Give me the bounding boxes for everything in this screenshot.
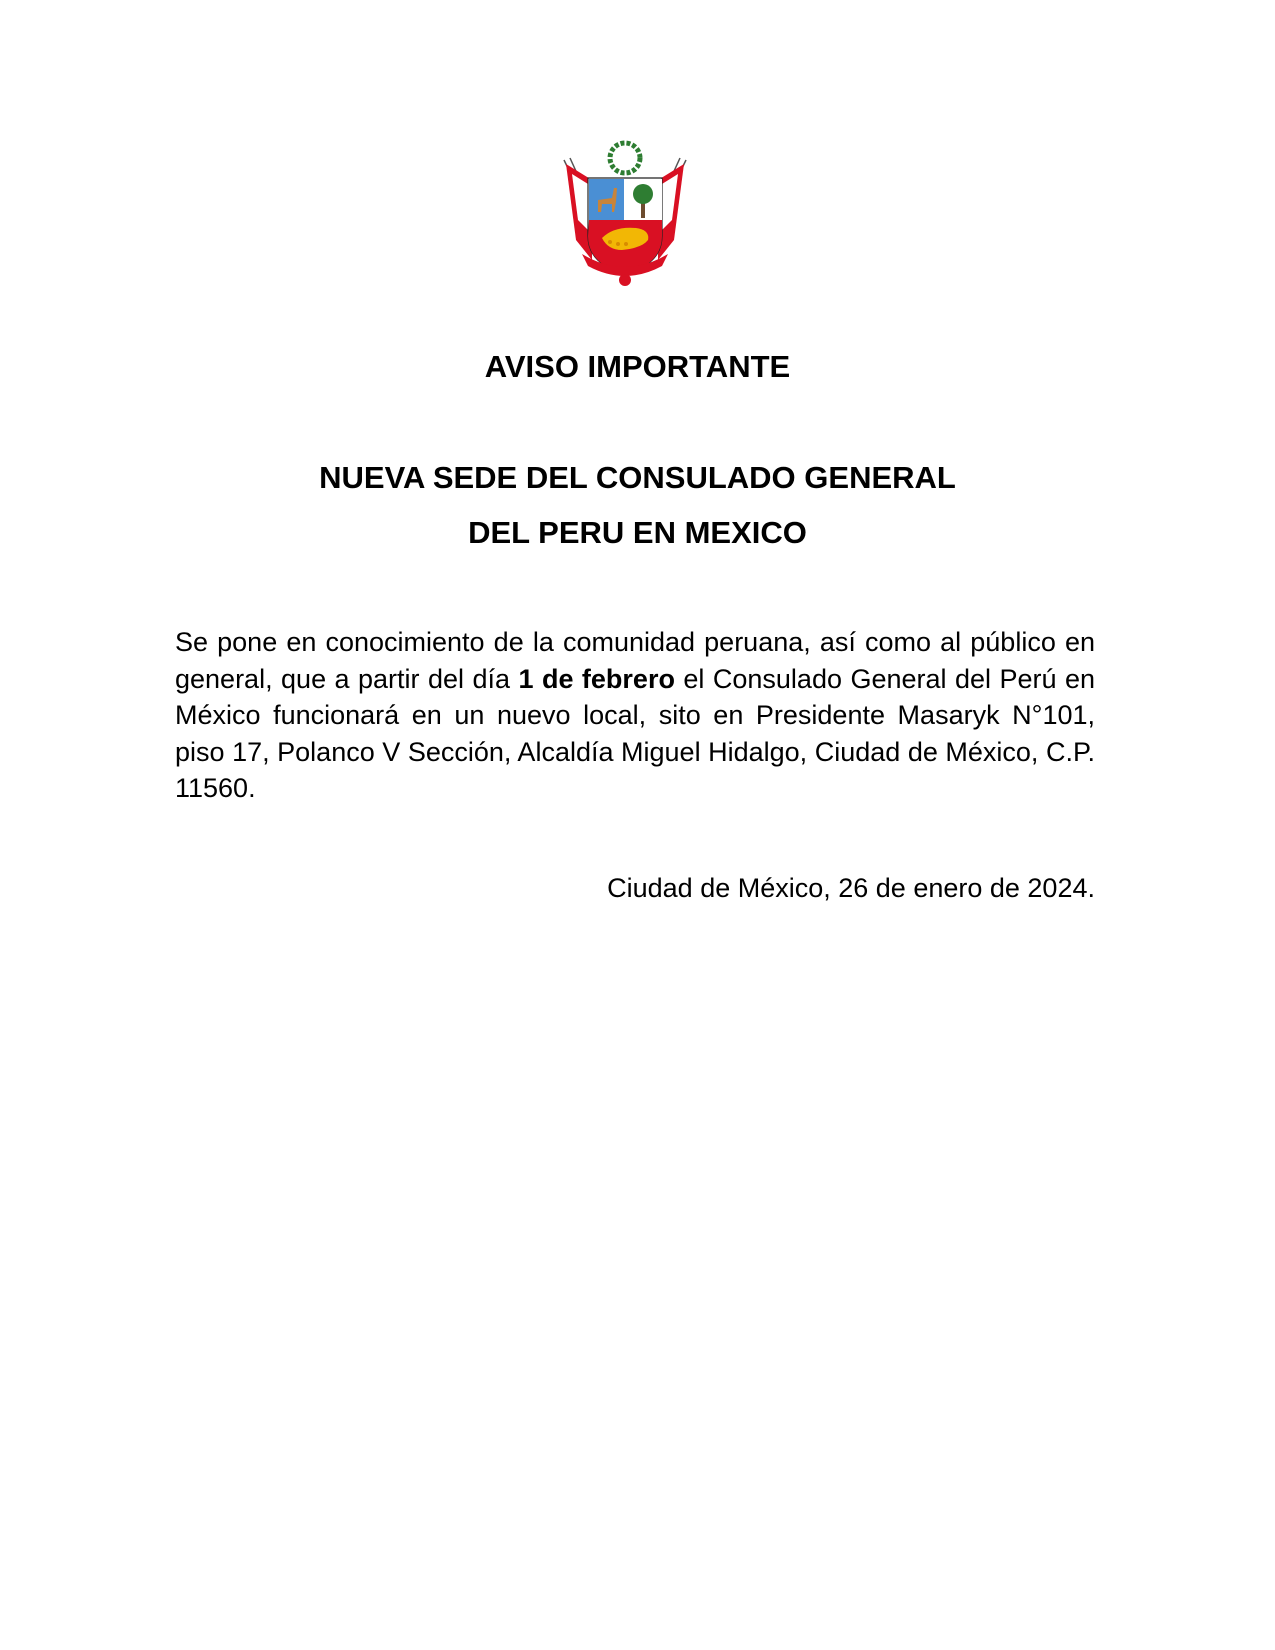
peru-coat-of-arms-icon (562, 140, 688, 288)
notice-title: AVISO IMPORTANTE (484, 349, 791, 384)
notice-body-part-2: el Consulado General del Perú en México funcionará en un nuevo local, sito en Presidente Masaryk N°101, piso 17, Polanco V Sección, Alcaldía Miguel Hidalgo, Ciudad de México, C.P. 11560. (175, 663, 1095, 803)
cinchona-tree (633, 184, 653, 204)
notice-body-part-1: Se pone en conocimiento de la comunidad peruana, así como al público en general, que a partir del día (175, 627, 1095, 694)
notice-subtitle-line-2: DEL PERU EN MEXICO (468, 515, 807, 550)
wreath (610, 143, 640, 173)
notice-body (175, 624, 1095, 807)
notice-subtitle-line-1: NUEVA SEDE DEL CONSULADO GENERAL (319, 460, 956, 495)
notice-body-date-bold: 1 de febrero (518, 663, 675, 694)
place-and-date: Ciudad de México, 26 de enero de 2024. (607, 873, 1095, 903)
